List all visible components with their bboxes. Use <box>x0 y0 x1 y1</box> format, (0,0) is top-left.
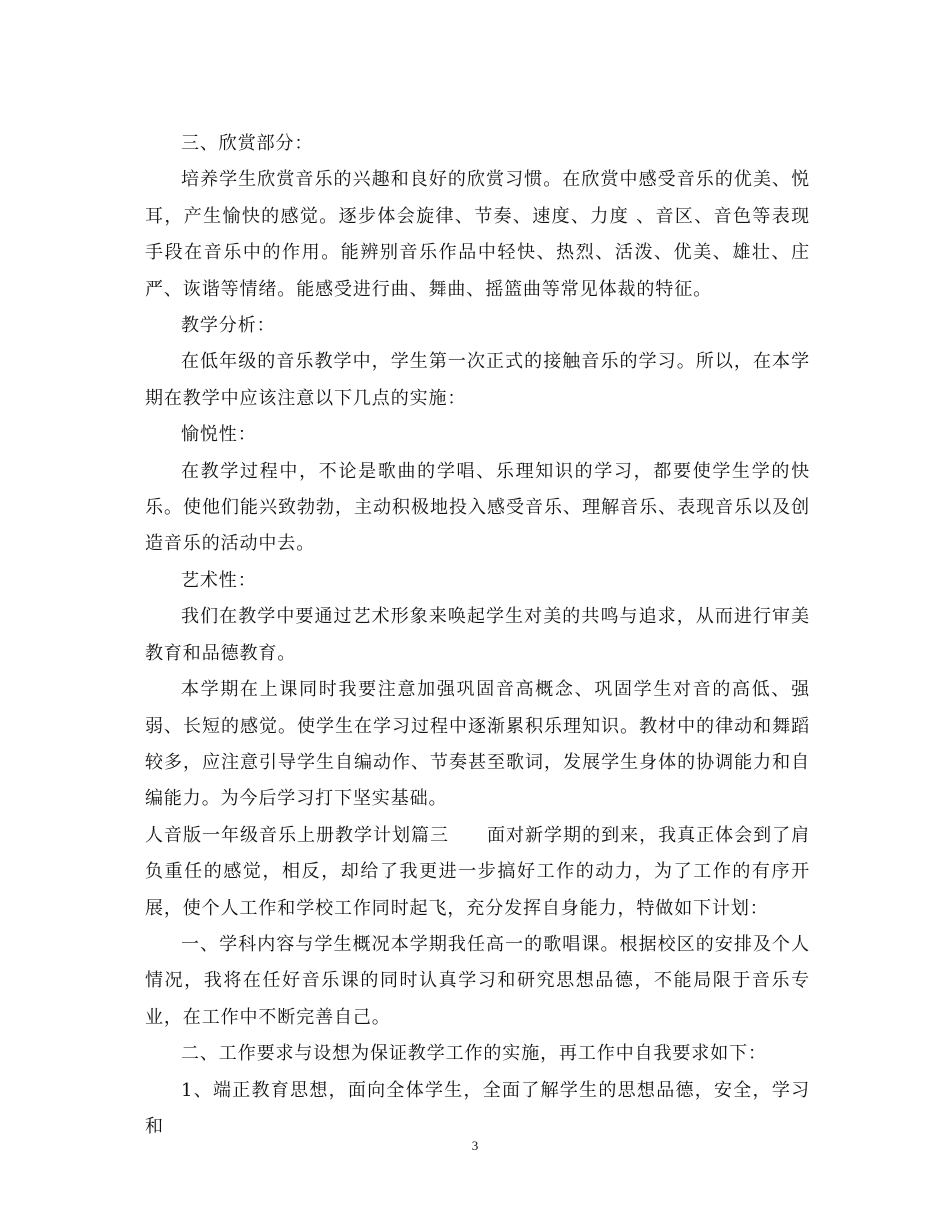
paragraph-work-requirements: 二、工作要求与设想为保证教学工作的实施，再工作中自我要求如下： <box>181 1043 767 1065</box>
paragraph-plan-three-intro: 人音版一年级音乐上册教学计划篇三 面对新学期的到来，我真正体会到了肩负重任的感觉，相反，却给了我更进一步搞好工作的动力，为了工作的有序开展，使个人工作和学校工作同时起飞，充分发挥自身能力，特做如下计划： <box>145 824 810 919</box>
section-heading-artistry: 艺术性： <box>181 569 257 591</box>
paragraph-requirement-1: 1、端正教育思想，面向全体学生，全面了解学生的思想品德，安全，学习和 <box>145 1079 810 1137</box>
paragraph-teaching-analysis: 在低年级的音乐教学中，学生第一次正式的接触音乐的学习。所以，在本学期在教学中应该注意以下几点的实施： <box>145 351 810 409</box>
paragraph-artistry: 我们在教学中要通过艺术形象来唤起学生对美的共鸣与追求，从而进行审美教育和品德教育。 <box>145 606 810 664</box>
paragraph-subject-content: 一、学科内容与学生概况本学期我任高一的歌唱课。根据校区的安排及个人情况，我将在任好音乐课的同时认真学习和研究思想品德，不能局限于音乐专业，在工作中不断完善自己。 <box>145 933 810 1028</box>
section-heading-teaching-analysis: 教学分析： <box>181 315 276 337</box>
section-heading-pleasure: 愉悦性： <box>181 424 257 446</box>
page-number: 3 <box>471 1138 479 1153</box>
section-heading-appreciation: 三、欣赏部分： <box>181 133 314 154</box>
paragraph-appreciation: 培养学生欣赏音乐的兴趣和良好的欣赏习惯。在欣赏中感受音乐的优美、悦耳，产生愉快的感觉。逐步体会旋律、节奏、速度、力度 、音区、音色等表现手段在音乐中的作用。能辨别音乐作品中轻快、热烈、活泼、优美、雄壮、庄严、诙谐等情绪。能感受进行曲、舞曲、摇篮曲等常见体裁的特征。 <box>145 169 810 300</box>
paragraph-semester-focus: 本学期在上课同时我要注意加强巩固音高概念、巩固学生对音的高低、强弱、长短的感觉。使学生在学习过程中逐渐累积乐理知识。教材中的律动和舞蹈较多，应注意引导学生自编动作、节奏甚至歌词，发展学生身体的协调能力和自编能力。为今后学习打下坚实基础。 <box>145 679 810 810</box>
document-body <box>145 126 810 1145</box>
paragraph-pleasure: 在教学过程中，不论是歌曲的学唱、乐理知识的学习，都要使学生学的快乐。使他们能兴致勃勃，主动积极地投入感受音乐、理解音乐、表现音乐以及创造音乐的活动中去。 <box>145 460 810 555</box>
